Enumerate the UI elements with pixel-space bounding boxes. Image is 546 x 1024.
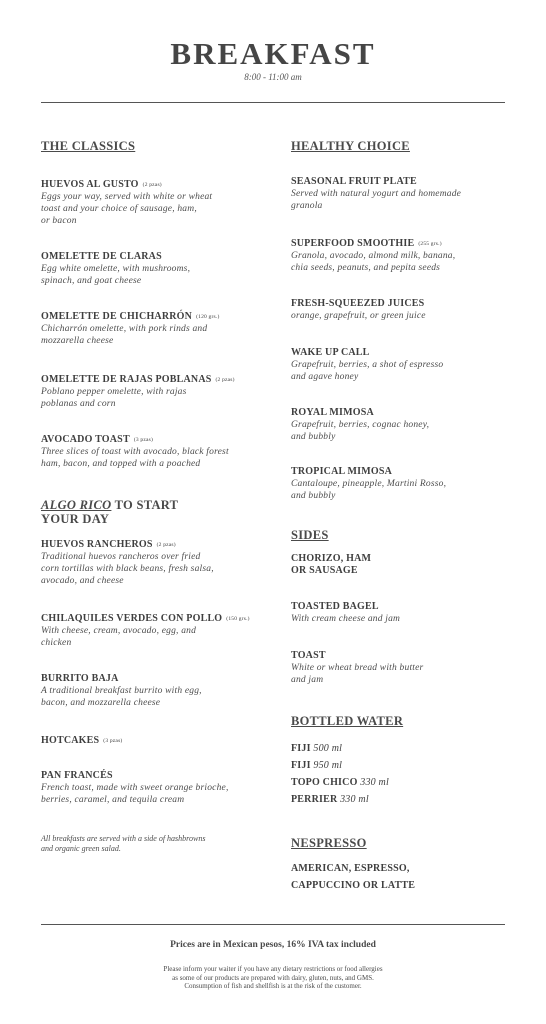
menu-item bbox=[291, 860, 513, 894]
menu-item bbox=[291, 650, 513, 686]
menu-item bbox=[41, 613, 277, 649]
item-description: toast and your choice of sausage, ham, bbox=[41, 204, 197, 214]
item-description: Poblano pepper omelette, with rajas bbox=[41, 387, 187, 397]
menu-item bbox=[291, 777, 513, 789]
item-description: bacon, and mozzarella cheese bbox=[41, 698, 161, 708]
item-description: Chicharrón omelette, with pork rinds and bbox=[41, 324, 208, 334]
breakfast-note bbox=[41, 834, 277, 854]
item-description: chicken bbox=[41, 638, 72, 648]
item-description: With cheese, cream, avocado, egg, and bbox=[41, 626, 197, 636]
top-divider bbox=[41, 102, 505, 103]
menu-item bbox=[291, 760, 513, 772]
item-name: OMELETTE DE RAJAS POBLANAS bbox=[41, 374, 212, 385]
section-heading-healthy: HEALTHY CHOICE bbox=[291, 139, 410, 153]
menu-item bbox=[41, 179, 277, 227]
disclaimer-line: Consumption of fish and shellfish is at the risk of the customer. bbox=[184, 982, 362, 990]
item-name: BURRITO BAJA bbox=[41, 673, 119, 684]
item-description: White or wheat bread with butter bbox=[291, 663, 424, 673]
item-description: Grapefruit, berries, cognac honey, bbox=[291, 420, 430, 430]
item-description: poblanas and corn bbox=[41, 399, 116, 409]
item-quantity: (150 grs.) bbox=[226, 616, 250, 622]
item-volume: 330 ml bbox=[340, 794, 369, 805]
item-description: Traditional huevos rancheros over fried bbox=[41, 552, 201, 562]
note-line: and organic green salad. bbox=[41, 844, 121, 853]
menu-item bbox=[291, 601, 513, 625]
menu-item bbox=[291, 466, 513, 502]
menu-item bbox=[291, 347, 513, 383]
item-name: OMELETTE DE CLARAS bbox=[41, 251, 162, 262]
item-description: and jam bbox=[291, 675, 324, 685]
item-name: SEASONAL FRUIT PLATE bbox=[291, 176, 417, 187]
item-description: ham, bacon, and topped with a poached bbox=[41, 459, 201, 469]
section-heading-bottled-water: BOTTLED WATER bbox=[291, 714, 404, 728]
menu-item bbox=[291, 553, 513, 577]
item-description: orange, grapefruit, or green juice bbox=[291, 311, 426, 321]
item-quantity: (2 pzas) bbox=[142, 182, 162, 188]
item-volume: 500 ml bbox=[313, 743, 343, 754]
item-description: and bubbly bbox=[291, 491, 336, 501]
item-name: HUEVOS RANCHEROS bbox=[41, 539, 153, 550]
menu-item bbox=[41, 673, 277, 709]
section-heading-classics: THE CLASSICS bbox=[41, 139, 136, 153]
item-quantity: (120 grs.) bbox=[196, 314, 220, 320]
note-line: All breakfasts are served with a side of hashbrowns bbox=[41, 834, 206, 843]
item-name: FRESH-SQUEEZED JUICES bbox=[291, 298, 425, 309]
item-description: and bubbly bbox=[291, 432, 336, 442]
item-description: Granola, avocado, almond milk, banana, bbox=[291, 251, 456, 261]
item-name: FIJI bbox=[291, 743, 311, 754]
item-name: AVOCADO TOAST bbox=[41, 434, 130, 445]
menu-title: BREAKFAST bbox=[170, 36, 376, 71]
item-name: PERRIER bbox=[291, 794, 338, 805]
item-description: berries, caramel, and tequila cream bbox=[41, 795, 185, 805]
disclaimer-line: Please inform your waiter if you have any dietary restrictions or food allergies bbox=[163, 965, 383, 973]
item-volume: 950 ml bbox=[313, 760, 343, 771]
menu-item bbox=[291, 794, 513, 806]
item-name: ROYAL MIMOSA bbox=[291, 407, 374, 418]
item-description: Three slices of toast with avocado, black forest bbox=[41, 447, 229, 457]
item-name: AMERICAN, ESPRESSO, bbox=[291, 863, 410, 874]
menu-item bbox=[41, 311, 277, 347]
menu-item bbox=[291, 238, 513, 274]
menu-item bbox=[291, 298, 513, 322]
item-name: OMELETTE DE CHICHARRÓN bbox=[41, 311, 193, 322]
item-description: With cream cheese and jam bbox=[291, 614, 401, 624]
menu-item bbox=[41, 374, 277, 410]
item-quantity: (2 pzas) bbox=[215, 377, 235, 383]
item-description: and agave honey bbox=[291, 372, 359, 382]
disclaimer-line: as some of our products are prepared with dairy, gluten, nuts, and GMS. bbox=[172, 973, 374, 982]
item-description: chia seeds, peanuts, and pepita seeds bbox=[291, 263, 441, 273]
item-name: FIJI bbox=[291, 760, 311, 771]
item-description: corn tortillas with black beans, fresh salsa, bbox=[41, 564, 214, 574]
item-name: SUPERFOOD SMOOTHIE bbox=[291, 238, 415, 249]
item-name: PAN FRANCÉS bbox=[41, 770, 113, 781]
heading-text: YOUR DAY bbox=[41, 512, 110, 526]
menu-item bbox=[41, 735, 277, 747]
item-quantity: (255 grs.) bbox=[418, 241, 442, 247]
item-description: spinach, and goat cheese bbox=[41, 276, 142, 286]
item-name: HOTCAKES bbox=[41, 735, 100, 746]
item-quantity: (3 pzas) bbox=[133, 437, 153, 443]
item-name: TOPO CHICO bbox=[291, 777, 358, 788]
menu-item bbox=[41, 539, 277, 587]
item-description: or bacon bbox=[41, 216, 77, 226]
section-heading-algo-rico bbox=[41, 498, 178, 526]
section-heading-nespresso: NESPRESSO bbox=[291, 836, 367, 850]
menu-item bbox=[291, 407, 513, 443]
item-description: avocado, and cheese bbox=[41, 576, 124, 586]
bottom-divider bbox=[41, 924, 505, 925]
item-name: OR SAUSAGE bbox=[291, 565, 358, 576]
item-quantity: (2 pzas) bbox=[156, 542, 176, 548]
menu-item bbox=[291, 176, 513, 212]
service-hours: 8:00 - 11:00 am bbox=[244, 72, 302, 82]
item-quantity: (3 pzas) bbox=[103, 738, 123, 744]
menu-item bbox=[41, 770, 277, 806]
item-name: WAKE UP CALL bbox=[291, 347, 370, 358]
item-description: mozzarella cheese bbox=[41, 336, 114, 346]
item-description: Egg white omelette, with mushrooms, bbox=[41, 264, 191, 274]
item-description: granola bbox=[291, 201, 323, 211]
item-volume: 330 ml bbox=[360, 777, 389, 788]
item-description: Eggs your way, served with white or wheat bbox=[41, 192, 213, 202]
item-name: TOAST bbox=[291, 650, 326, 661]
item-name: TROPICAL MIMOSA bbox=[291, 466, 393, 477]
menu-item bbox=[41, 434, 277, 470]
item-description: Cantaloupe, pineapple, Martini Rosso, bbox=[291, 479, 447, 489]
item-description: A traditional breakfast burrito with egg, bbox=[41, 686, 202, 696]
item-name: CAPPUCCINO OR LATTE bbox=[291, 880, 416, 891]
menu-item bbox=[291, 743, 513, 755]
price-note: Prices are in Mexican pesos, 16% IVA tax included bbox=[170, 940, 376, 950]
heading-text: TO START bbox=[111, 498, 179, 512]
item-name: HUEVOS AL GUSTO bbox=[41, 179, 139, 190]
item-description: Grapefruit, berries, a shot of espresso bbox=[291, 360, 444, 370]
item-description: Served with natural yogurt and homemade bbox=[291, 189, 462, 199]
section-heading-sides: SIDES bbox=[291, 528, 329, 542]
item-name: CHORIZO, HAM bbox=[291, 553, 372, 564]
item-description: French toast, made with sweet orange brioche, bbox=[41, 783, 229, 793]
heading-italic: ALGO RICO bbox=[41, 498, 112, 512]
item-name: TOASTED BAGEL bbox=[291, 601, 379, 612]
menu-item bbox=[41, 251, 277, 287]
allergy-disclaimer bbox=[0, 965, 546, 991]
item-name: CHILAQUILES VERDES CON POLLO bbox=[41, 613, 223, 624]
